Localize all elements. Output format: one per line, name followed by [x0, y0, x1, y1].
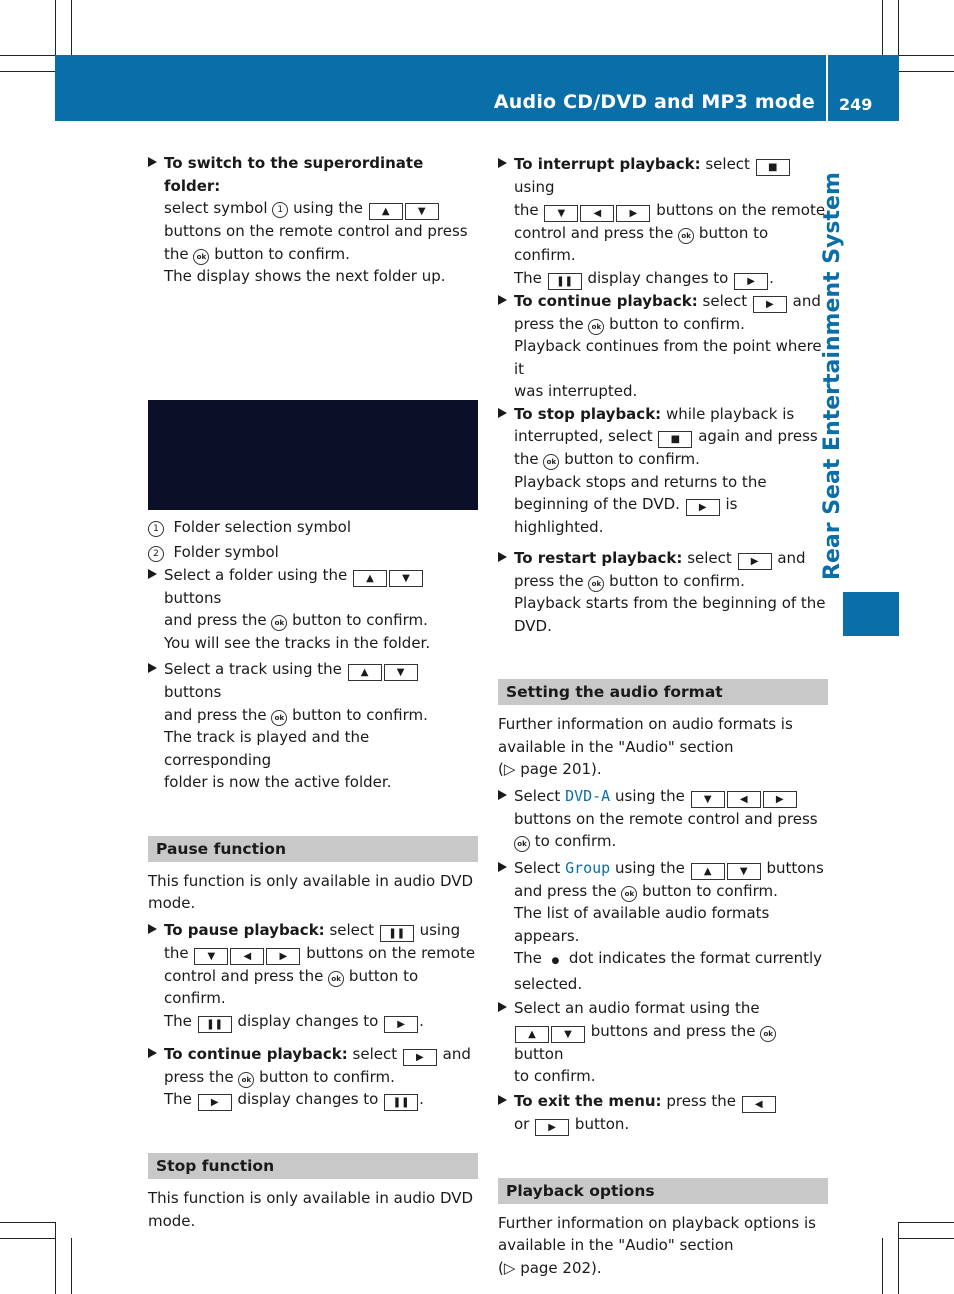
text: and — [792, 291, 821, 310]
ok-button-icon: ok — [588, 576, 604, 592]
text: dot indicates the format currently — [568, 949, 823, 967]
arrow-icon — [498, 1002, 507, 1012]
crop-mark — [898, 55, 954, 56]
text: was interrupted. — [514, 382, 638, 400]
ok-button-icon: ok — [588, 319, 604, 335]
text: press the — [666, 1091, 736, 1110]
text: and press the — [164, 705, 267, 724]
instruction-label: To continue playback: — [164, 1044, 348, 1063]
text: This function is only available in audio DVD — [148, 871, 474, 890]
text: Select — [514, 858, 561, 877]
left-key-icon: ◀ — [742, 1096, 776, 1113]
text: The list of available audio formats appears. — [514, 904, 770, 945]
instruction-interrupt: To interrupt playback: select ■ using the ▼ ◀ ▶ buttons on the remote control and press the ok button to confirm. The ❚❚ display changes to ▶ . — [498, 153, 828, 290]
down-key-icon: ▼ — [194, 948, 228, 965]
instruction-label: To continue playback: — [514, 291, 698, 310]
up-key-icon: ▲ — [691, 863, 725, 880]
text: select — [687, 548, 732, 567]
play-key-icon: ▶ — [535, 1119, 569, 1136]
text: Playback starts from the beginning of the — [514, 594, 826, 612]
text: mode. — [148, 894, 196, 912]
ok-button-icon: ok — [760, 1026, 776, 1042]
left-key-icon: ◀ — [727, 791, 761, 808]
text: to confirm. — [514, 1067, 596, 1085]
crop-mark — [71, 0, 72, 56]
ok-button-icon: ok — [193, 249, 209, 265]
arrow-icon — [498, 552, 507, 562]
text: select symbol — [164, 199, 268, 217]
text: Further information on audio formats is — [498, 715, 793, 733]
crop-mark — [882, 0, 883, 56]
page-header — [55, 55, 899, 121]
play-key-icon: ▶ — [403, 1049, 437, 1066]
text: select — [329, 920, 375, 939]
instruction-label: To stop playback: — [514, 404, 662, 423]
text: display changes to — [237, 1090, 379, 1108]
instruction-label: To switch to the superordinate folder: — [164, 154, 424, 195]
text: Select a track using the — [164, 660, 342, 678]
instruction-stop — [498, 403, 828, 539]
section-heading-audio-format: Setting the audio format — [498, 679, 828, 705]
text: again and press — [698, 427, 818, 445]
text: button — [514, 1044, 564, 1063]
arrow-icon — [148, 1048, 157, 1058]
pause-key-icon: ❚❚ — [380, 925, 414, 942]
side-label-text: Rear Seat Entertainment System — [820, 172, 845, 580]
section-heading-stop: Stop function — [148, 1153, 478, 1179]
up-key-icon: ▲ — [369, 203, 403, 220]
up-key-icon: ▲ — [353, 570, 387, 587]
text: Select — [514, 786, 561, 805]
text: press the — [164, 1067, 234, 1086]
text: interrupted, select — [514, 427, 653, 445]
page-reference: page 202). — [520, 1258, 602, 1277]
text: Select an audio format using the — [514, 999, 760, 1017]
arrow-icon — [498, 790, 507, 800]
text: selected. — [514, 974, 583, 993]
text: select — [702, 291, 748, 310]
left-column — [148, 152, 478, 1232]
arrow-icon — [148, 157, 157, 167]
right-key-icon: ▶ — [616, 205, 650, 222]
crop-mark — [898, 1222, 899, 1294]
text: the — [164, 943, 189, 962]
page-ref-icon: ▷ — [503, 1258, 516, 1277]
pause-intro — [148, 870, 478, 915]
header-separator — [826, 55, 828, 121]
play-key-icon: ▶ — [198, 1094, 232, 1111]
crop-mark — [0, 1238, 56, 1239]
text: button. — [574, 1114, 630, 1133]
arrow-icon — [148, 924, 157, 934]
right-key-icon: ▶ — [763, 791, 797, 808]
play-key-icon: ▶ — [686, 499, 720, 516]
up-key-icon: ▲ — [348, 664, 382, 681]
text: press the — [514, 314, 584, 333]
crop-mark — [0, 71, 56, 72]
section-heading-playback-options: Playback options — [498, 1178, 828, 1204]
left-key-icon: ◀ — [230, 948, 264, 965]
crop-mark — [0, 55, 56, 56]
instruction-restart — [498, 547, 828, 638]
text: button to confirm. — [514, 223, 769, 264]
text: available in the "Audio" section — [498, 737, 734, 756]
text: and press the — [164, 611, 267, 629]
audio-intro: Further information on audio formats is available in the "Audio" section (▷ page 201). — [498, 715, 793, 778]
crop-mark — [898, 1222, 954, 1223]
crop-mark — [882, 1238, 883, 1294]
text: buttons on the remote — [306, 943, 476, 962]
text: or — [514, 1114, 530, 1133]
number-2-icon: 2 — [148, 546, 164, 562]
menu-item-group: Group — [565, 858, 611, 877]
text: Playback stops and returns to the — [514, 472, 767, 491]
instruction-select-dvda — [498, 785, 828, 853]
text: Select a folder using the — [164, 565, 348, 584]
text: buttons and press the — [590, 1021, 756, 1040]
number-1-icon: 1 — [272, 202, 288, 218]
text: using the — [615, 858, 685, 877]
text: The — [514, 268, 542, 287]
menu-item-dvda: DVD-A — [565, 786, 611, 805]
right-key-icon: ▶ — [266, 948, 300, 965]
instruction-select-group — [498, 857, 828, 996]
page-number: 249 — [839, 95, 873, 114]
instruction-pause: To pause playback: select ❚❚ using the ▼ ◀ ▶ buttons on the remote control and press the ok button to confirm. The ❚❚ display changes to ▶ . — [148, 919, 478, 1033]
text: using — [514, 178, 555, 196]
text: Playback continues from the point where it — [514, 337, 822, 378]
text: buttons on the remote control and press — [164, 222, 468, 240]
crop-mark — [71, 1238, 72, 1294]
ok-button-icon: ok — [271, 615, 287, 631]
side-tab — [843, 592, 899, 636]
text: Further information on playback options is — [498, 1213, 816, 1232]
text: and — [442, 1044, 471, 1063]
play-key-icon: ▶ — [753, 296, 787, 313]
text: button to confirm. — [609, 314, 745, 333]
ok-button-icon: ok — [621, 886, 637, 902]
instruction-select-folder — [148, 564, 478, 655]
pause-key-icon: ❚❚ — [384, 1094, 418, 1111]
text: using the — [293, 199, 363, 217]
ok-button-icon: ok — [328, 971, 344, 987]
left-key-icon: ◀ — [580, 205, 614, 222]
instruction-label: To interrupt playback: — [514, 155, 701, 173]
arrow-icon — [148, 663, 157, 673]
arrow-icon — [148, 569, 157, 579]
crop-mark — [898, 1238, 954, 1239]
play-key-icon: ▶ — [734, 273, 768, 290]
text: buttons — [164, 683, 222, 701]
text: while playback is — [665, 404, 795, 423]
text: buttons — [766, 858, 824, 877]
arrow-icon — [498, 1095, 507, 1105]
number-1-icon: 1 — [148, 521, 164, 537]
text: and press the — [514, 881, 617, 900]
pause-key-icon: ❚❚ — [548, 273, 582, 290]
pause-key-icon: ❚❚ — [198, 1016, 232, 1033]
text: press the — [514, 571, 584, 590]
instruction-label: To restart playback: — [514, 548, 683, 567]
up-key-icon: ▲ — [515, 1026, 549, 1043]
text: to confirm. — [534, 832, 617, 850]
text: the — [514, 200, 539, 219]
text: display changes to — [237, 1011, 379, 1030]
down-key-icon: ▼ — [727, 863, 761, 880]
down-key-icon: ▼ — [384, 664, 418, 681]
text: is highlighted. — [514, 495, 738, 536]
page-reference: page 201). — [520, 760, 602, 778]
down-key-icon: ▼ — [551, 1026, 585, 1043]
playback-intro: Further information on playback options is available in the "Audio" section (▷ page 202). — [498, 1213, 816, 1277]
text: button to confirm. — [292, 705, 428, 724]
ok-button-icon: ok — [271, 710, 287, 726]
text: button to confirm. — [642, 881, 778, 900]
instruction-label: To exit the menu: — [514, 1091, 662, 1110]
arrow-icon — [498, 862, 507, 872]
text: the — [514, 450, 539, 468]
down-key-icon: ▼ — [405, 203, 439, 220]
text: You will see the tracks in the folder. — [164, 633, 431, 652]
section-heading-pause: Pause function — [148, 836, 478, 862]
text: The display shows the next folder up. — [164, 267, 446, 285]
ok-button-icon: ok — [678, 228, 694, 244]
instruction-continue-right — [498, 290, 828, 403]
instruction-superordinate — [148, 152, 478, 288]
ok-button-icon: ok — [238, 1072, 254, 1088]
instruction-continue: To continue playback: select ▶ and press the ok button to confirm. The ▶ display changes to ❚❚ . — [148, 1043, 478, 1112]
text: using — [419, 920, 461, 939]
down-key-icon: ▼ — [389, 570, 423, 587]
page-ref-icon: ▷ — [503, 760, 516, 778]
text: button to confirm. — [292, 611, 428, 629]
stop-key-icon: ■ — [756, 159, 790, 176]
dot-icon: ● — [551, 956, 560, 966]
instruction-label: To pause playback: — [164, 920, 325, 939]
folder-screen-image — [148, 400, 478, 510]
down-key-icon: ▼ — [691, 791, 725, 808]
crop-mark — [898, 71, 954, 72]
text: button to confirm. — [214, 244, 350, 263]
text: mode. — [148, 1211, 196, 1230]
text: buttons on the remote — [656, 200, 826, 219]
text: display changes to — [587, 268, 729, 287]
crop-mark — [0, 1222, 56, 1223]
text: control and press the — [514, 223, 674, 242]
arrow-icon — [498, 408, 507, 418]
play-key-icon: ▶ — [384, 1016, 418, 1033]
crop-mark — [55, 1222, 56, 1294]
text: The — [164, 1011, 192, 1030]
text: button to confirm. — [164, 966, 419, 1007]
text: available in the "Audio" section — [498, 1236, 734, 1254]
text: button to confirm. — [259, 1067, 395, 1086]
text: button to confirm. — [609, 571, 745, 590]
text: select — [352, 1044, 398, 1063]
text: The track is played and the corresponding — [164, 728, 370, 769]
ok-button-icon: ok — [543, 454, 559, 470]
text: button to confirm. — [564, 450, 700, 468]
text: DVD. — [514, 616, 552, 635]
text: The — [164, 1090, 192, 1108]
chapter-title: Audio CD/DVD and MP3 mode — [493, 91, 815, 113]
text: the — [164, 244, 189, 263]
text: folder is now the active folder. — [164, 773, 392, 791]
text: and — [777, 548, 806, 567]
text: buttons on the remote control and press — [514, 809, 818, 828]
text: select — [705, 155, 750, 173]
text: buttons — [164, 588, 222, 607]
stop-intro — [148, 1187, 478, 1232]
play-key-icon: ▶ — [738, 553, 772, 570]
legend-2 — [148, 541, 478, 564]
legend-text: Folder symbol — [173, 543, 279, 561]
legend-1 — [148, 516, 478, 539]
down-key-icon: ▼ — [544, 205, 578, 222]
text: beginning of the DVD. — [514, 495, 680, 513]
legend-text: Folder selection symbol — [173, 517, 352, 536]
arrow-icon — [498, 158, 507, 168]
text: control and press the — [164, 966, 324, 985]
text: using the — [615, 786, 685, 805]
instruction-select-track — [148, 658, 478, 794]
instruction-select-format — [498, 997, 828, 1088]
arrow-icon — [498, 295, 507, 305]
ok-button-icon: ok — [514, 836, 530, 852]
instruction-exit-menu — [498, 1090, 828, 1136]
stop-key-icon: ■ — [658, 431, 692, 448]
text: This function is only available in audio DVD — [148, 1189, 474, 1207]
right-column — [498, 153, 828, 1279]
text: The — [514, 949, 542, 967]
